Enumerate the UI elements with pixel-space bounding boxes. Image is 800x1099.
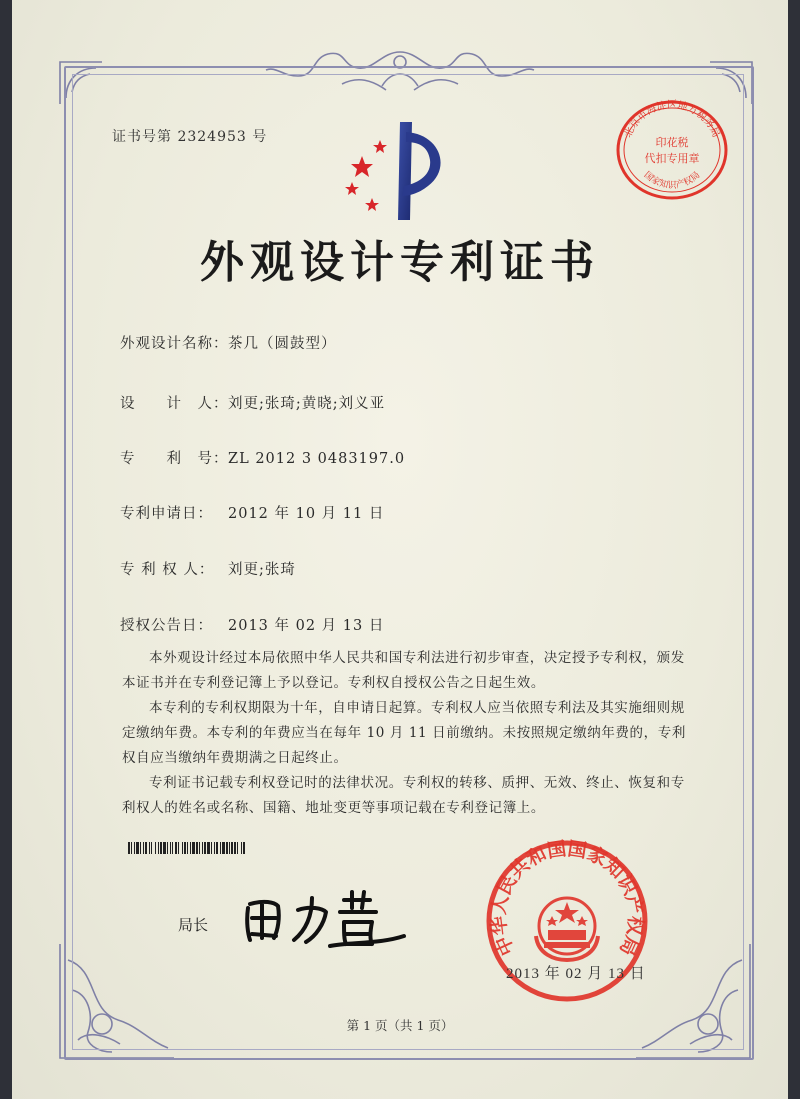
director-signature <box>240 882 410 952</box>
page-indicator: 第 1 页（共 1 页） <box>346 1018 454 1033</box>
field-design-name <box>120 332 337 353</box>
certificate-sheet <box>12 0 788 1099</box>
tax-seal-center-text: 代扣专用章 <box>644 152 700 165</box>
field-label: 专 利 号： <box>120 451 229 467</box>
certificate-number-value: 2324953 <box>177 129 247 145</box>
field-application-date <box>120 502 384 523</box>
field-value: 茶几（圆鼓型） <box>228 336 337 352</box>
field-label: 外观设计名称： <box>120 336 229 352</box>
certificate-body <box>122 646 698 821</box>
field-value: 刘更;张琦;黄晓;刘义亚 <box>228 396 386 412</box>
field-label: 设 计 人： <box>120 396 229 412</box>
body-paragraph: 本专利的专利权期限为十年，自申请日起算。专利权人应当依照专利法及其实施细则规定缴纳年费。本专利的年费应当在每年 10 月 11 日前缴纳。未按照规定缴纳年费的，专利权自应当缴纳年费期满之日起终止。 <box>122 700 686 766</box>
field-value: 2013 年 02 月 13 日 <box>228 618 385 634</box>
certificate-title: 外观设计专利证书 <box>200 237 600 288</box>
field-label: 专 利 权 人： <box>120 562 215 578</box>
national-seal-text: 中华人民共和国国家知识产权局 <box>487 837 647 959</box>
tax-seal-bottom-text: 国家知识产权局 <box>641 170 703 191</box>
field-designers <box>120 392 385 413</box>
tax-seal-center-text: 印花税 <box>655 136 689 149</box>
body-paragraph: 本外观设计经过本局依照中华人民共和国专利法进行初步审查，决定授予专利权，颁发本证书并在专利登记簿上予以登记。专利权自授权公告之日起生效。 <box>122 650 685 691</box>
field-patent-number <box>120 447 405 468</box>
stamp-tax-seal <box>612 92 732 202</box>
director-label: 局长 <box>178 916 209 934</box>
patent-office-logo-icon <box>340 116 450 226</box>
field-label: 授权公告日： <box>120 618 213 634</box>
field-grant-date <box>120 614 384 635</box>
field-patentee <box>120 558 296 579</box>
certificate-number-suffix: 号 <box>252 129 268 145</box>
seal-date: 2013 年 02 月 13 日 <box>506 966 646 982</box>
barcode <box>128 842 338 854</box>
field-value: 刘更;张琦 <box>228 562 296 578</box>
field-value: 2012 年 10 月 11 日 <box>228 506 385 522</box>
field-value: ZL 2012 3 0483197.0 <box>228 451 406 467</box>
barcode-bar <box>245 842 246 854</box>
certificate-number-label: 证书号第 <box>112 129 172 145</box>
tax-seal-ring-text: 北京市海淀区地方税务局 <box>622 100 722 140</box>
certificate-number <box>112 126 267 146</box>
body-paragraph: 专利证书记载专利权登记时的法律状况。专利权的转移、质押、无效、终止、恢复和专利权人的姓名或名称、国籍、地址变更等事项记载在专利登记簿上。 <box>122 775 685 816</box>
field-label: 专利申请日： <box>120 506 213 522</box>
svg-text:北京市海淀区地方税务局 <box>622 98 722 139</box>
